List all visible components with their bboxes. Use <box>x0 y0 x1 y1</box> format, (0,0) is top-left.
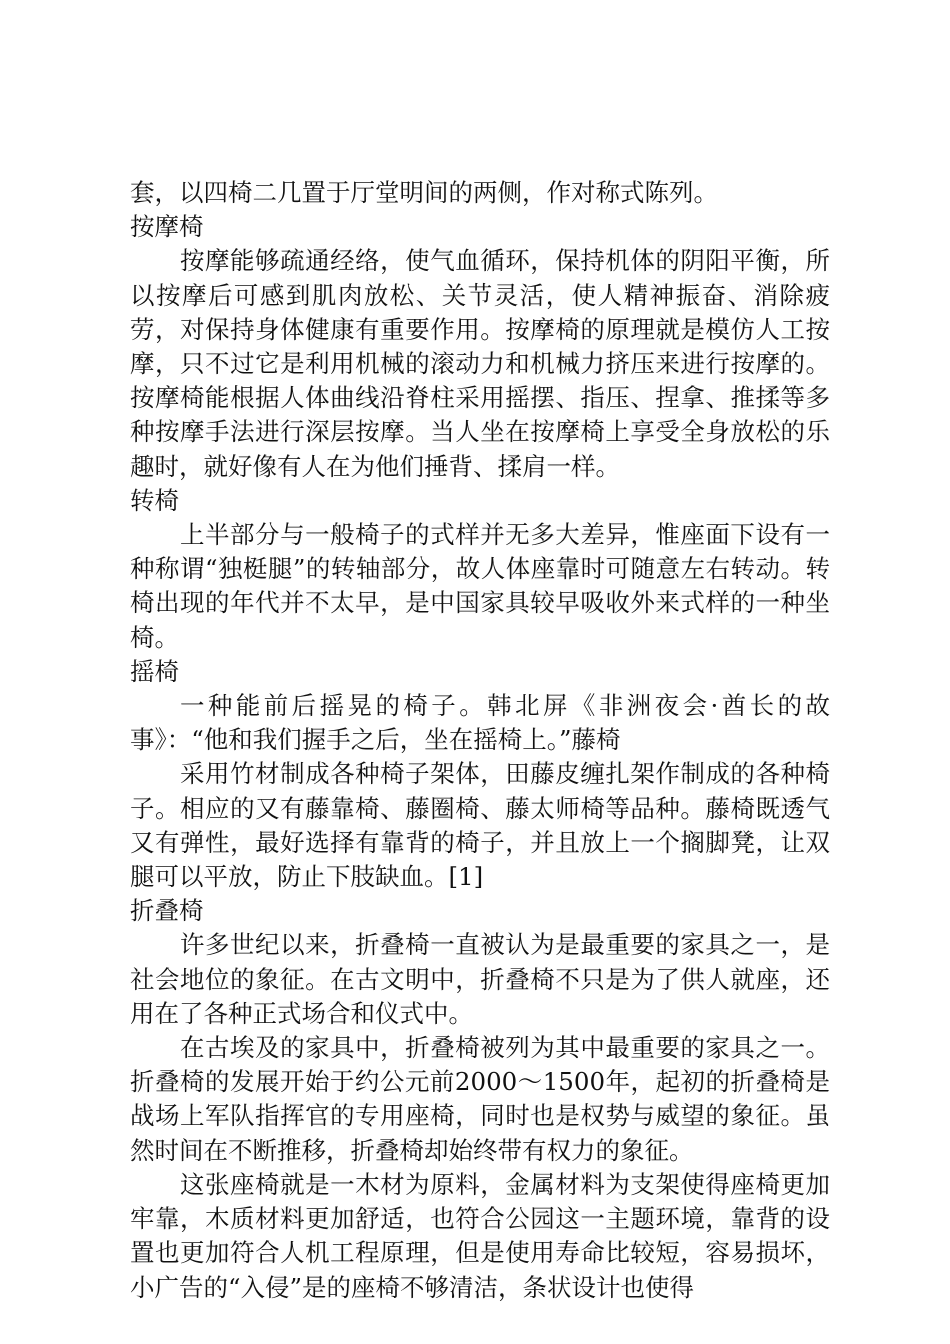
paragraph-massage-chair: 按摩能够疏通经络，使气血循环，保持机体的阴阳平衡，所以按摩后可感到肌肉放松、关节灵活，使人精神振奋、消除疲劳，对保持身体健康有重要作用。按摩椅的原理就是模仿人工按摩，只不过它是利用机械的滚动力和机械力挤压来进行按摩的。按摩椅能根据人体曲线沿脊柱采用摇摆、指压、捏拿、推揉等多种按摩手法进行深层按摩。当人坐在按摩椅上享受全身放松的乐趣时，就好像有人在为他们捶背、揉肩一样。 <box>130 246 830 481</box>
paragraph-rocking-chair: 一种能前后摇晃的椅子。韩北屏《非洲夜会·酋长的故事》：“他和我们握手之后，坐在摇椅上。”藤椅 <box>130 691 830 755</box>
paragraph-bench-design: 这张座椅就是一木材为原料，金属材料为支架使得座椅更加牢靠，木质材料更加舒适，也符合公园这一主题环境，靠背的设置也更加符合人机工程原理，但是使用寿命比较短，容易损坏，小广告的“入侵”是的座椅不够清洁，条状设计也使得 <box>130 1169 830 1302</box>
document-page <box>130 176 830 1305</box>
section-heading-swivel-chair: 转椅 <box>130 485 179 515</box>
paragraph-folding-chair-egypt: 在古埃及的家具中，折叠椅被列为其中最重要的家具之一。折叠椅的发展开始于约公元前2000～1500年，起初的折叠椅是战场上军队指挥官的专用座椅，同时也是权势与威望的象征。虽然时间在不断推移，折叠椅却始终带有权力的象征。 <box>130 1033 830 1165</box>
paragraph-rattan-chair: 采用竹材制成各种椅子架体，田藤皮缠扎架作制成的各种椅子。相应的又有藤靠椅、藤圈椅、藤太师椅等品种。藤椅既透气又有弹性，最好选择有靠背的椅子，并且放上一个搁脚凳，让双腿可以平放，防止下肢缺血。[1] <box>130 759 830 892</box>
section-heading-folding-chair: 折叠椅 <box>130 896 204 926</box>
section-heading-rocking-chair: 摇椅 <box>130 656 179 686</box>
paragraph-continued: 套，以四椅二几置于厅堂明间的两侧，作对称式陈列。 <box>130 178 718 207</box>
paragraph-folding-chair-history: 许多世纪以来，折叠椅一直被认为是最重要的家具之一，是社会地位的象征。在古文明中，折叠椅不只是为了供人就座，还用在了各种正式场合和仪式中。 <box>130 930 830 1028</box>
paragraph-swivel-chair: 上半部分与一般椅子的式样并无多大差异，惟座面下设有一种称谓“独梃腿”的转轴部分，故人体座靠时可随意左右转动。转椅出现的年代并不太早，是中国家具较早吸收外来式样的一种坐椅。 <box>130 520 830 652</box>
section-heading-massage-chair: 按摩椅 <box>130 212 204 242</box>
